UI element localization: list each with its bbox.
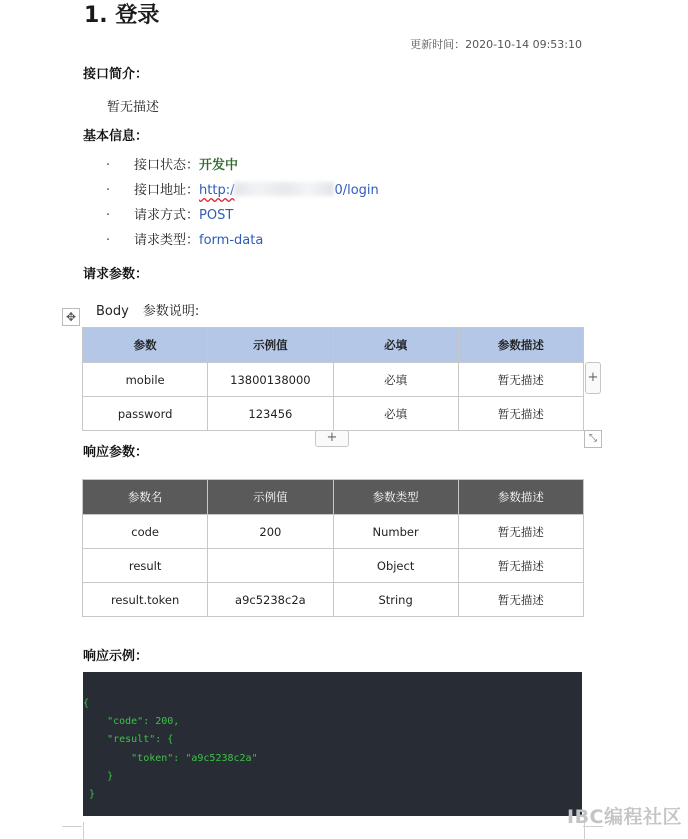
- header-cell: 必填: [333, 328, 458, 363]
- response-params-table: [82, 479, 584, 617]
- address-link-suffix[interactable]: 0/login: [334, 183, 379, 198]
- table-row: [83, 515, 584, 549]
- param-desc-label: 参数说明:: [142, 304, 200, 319]
- section-example-heading: 响应示例：: [83, 649, 149, 664]
- table-cell[interactable]: 123456: [208, 397, 333, 431]
- table-cell[interactable]: result: [83, 549, 208, 583]
- body-label: Body: [96, 304, 129, 319]
- method-value: POST: [199, 208, 234, 223]
- header-cell: 参数: [83, 328, 208, 363]
- table-cell[interactable]: Number: [333, 515, 458, 549]
- request-params-table: [82, 327, 584, 431]
- status-label: 接口状态：: [134, 158, 200, 173]
- table-resize-icon[interactable]: ⤡: [584, 430, 602, 448]
- page-corner-mark: [62, 826, 82, 827]
- table-move-handle-icon[interactable]: ✥: [62, 308, 80, 326]
- table-row: [83, 397, 584, 431]
- address-label: 接口地址：: [134, 183, 200, 198]
- table-cell[interactable]: 必填: [333, 363, 458, 397]
- code-text: { "code": 200, "result": { "token": "a9c5238c2a" } }: [83, 698, 258, 801]
- table-cell[interactable]: 暂无描述: [458, 397, 583, 431]
- table-cell[interactable]: 必填: [333, 397, 458, 431]
- bullet-icon: ·: [106, 233, 111, 248]
- response-example-code-block[interactable]: [83, 672, 582, 816]
- add-column-button[interactable]: +: [585, 362, 601, 394]
- updated-time: 更新时间：2020-10-14 09:53:10: [410, 38, 582, 51]
- header-cell: 参数描述: [458, 328, 583, 363]
- header-cell: 示例值: [208, 480, 333, 515]
- page-edge: [83, 822, 585, 839]
- type-label: 请求类型：: [134, 233, 200, 248]
- table-cell[interactable]: password: [83, 397, 208, 431]
- info-address-row: [106, 181, 379, 206]
- header-cell: 参数名: [83, 480, 208, 515]
- header-cell: 示例值: [208, 328, 333, 363]
- table-cell[interactable]: [208, 549, 333, 583]
- table-cell[interactable]: Object: [333, 549, 458, 583]
- table-cell[interactable]: a9c5238c2a: [208, 583, 333, 617]
- bullet-icon: ·: [106, 208, 111, 223]
- table-header-row: [83, 480, 584, 515]
- info-method-row: [106, 206, 379, 231]
- info-status-row: [106, 156, 379, 181]
- table-cell[interactable]: code: [83, 515, 208, 549]
- method-label: 请求方式：: [134, 208, 200, 223]
- bullet-icon: ·: [106, 158, 111, 173]
- table-cell[interactable]: String: [333, 583, 458, 617]
- intro-description: 暂无描述: [107, 100, 160, 115]
- section-intro-heading: 接口简介：: [83, 67, 149, 82]
- table-cell[interactable]: 暂无描述: [458, 363, 583, 397]
- section-request-heading: 请求参数：: [83, 267, 149, 282]
- header-cell: 参数描述: [458, 480, 583, 515]
- bullet-icon: ·: [106, 183, 111, 198]
- info-type-row: [106, 231, 379, 256]
- address-link-prefix[interactable]: http:/: [199, 183, 235, 198]
- basic-info-list: [106, 156, 379, 256]
- table-cell[interactable]: mobile: [83, 363, 208, 397]
- section-response-heading: 响应参数：: [83, 445, 149, 460]
- table-row: [83, 549, 584, 583]
- table-cell[interactable]: 200: [208, 515, 333, 549]
- table-cell[interactable]: 暂无描述: [458, 515, 583, 549]
- redacted-host: [234, 182, 334, 196]
- status-value: 开发中: [199, 158, 239, 173]
- type-value: form-data: [199, 233, 264, 248]
- table-header-row: [83, 328, 584, 363]
- table-cell[interactable]: 暂无描述: [458, 549, 583, 583]
- watermark-logo: IBC编程社区: [567, 806, 682, 828]
- table-cell[interactable]: result.token: [83, 583, 208, 617]
- table-row: [83, 363, 584, 397]
- page-title: 1. 登录: [84, 3, 160, 28]
- table-row: [83, 583, 584, 617]
- add-row-button[interactable]: +: [315, 430, 349, 447]
- header-cell: 参数类型: [333, 480, 458, 515]
- table-cell[interactable]: 暂无描述: [458, 583, 583, 617]
- table-cell[interactable]: 13800138000: [208, 363, 333, 397]
- section-basic-heading: 基本信息：: [83, 129, 149, 144]
- body-label-row: [96, 300, 199, 319]
